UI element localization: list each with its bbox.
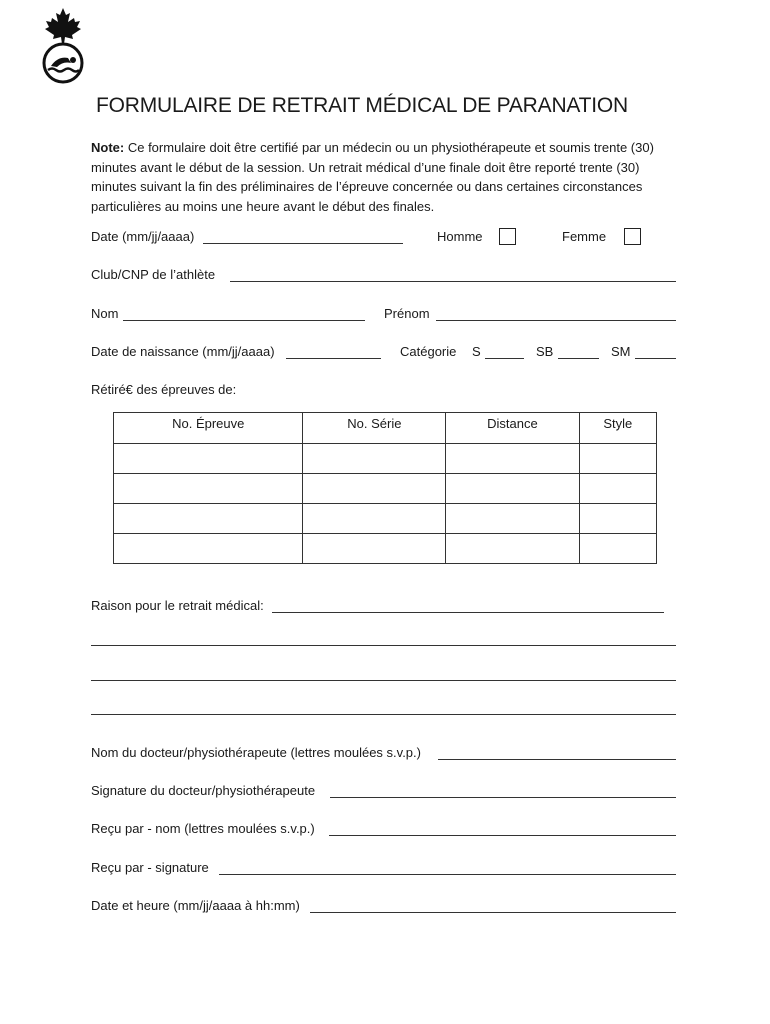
raison-line-2[interactable] [91,645,676,646]
maple-leaf-swimmer-logo [38,8,88,84]
raison-field[interactable] [272,612,664,613]
docteur-signature-label: Signature du docteur/physiothérapeute [91,783,316,798]
table-header-row [114,413,657,444]
header-serie: No. Série [303,413,446,444]
table-cell[interactable] [446,534,579,564]
table-cell[interactable] [579,504,656,534]
homme-checkbox[interactable] [499,228,516,245]
femme-label: Femme [562,229,607,244]
docteur-signature-field[interactable] [330,797,676,798]
note-label: Note: [91,140,125,155]
prenom-field[interactable] [436,320,676,321]
nom-label: Nom [91,306,119,321]
date-field[interactable] [203,243,403,244]
table-row [114,504,657,534]
date-heure-label: Date et heure (mm/jj/aaaa à hh:mm) [91,898,300,913]
sm-field[interactable] [635,358,676,359]
sb-field[interactable] [558,358,599,359]
table-cell[interactable] [446,444,579,474]
note-text: Ce formulaire doit être certifié par un médecin ou un physiothérapeute et soumis trente (30) minutes avant le début de la session. Un retrait médical d’une finale doit être reporté trente (30) minutes suivant la fin des préliminaires de l’épreuve concernée ou dans certaines circonstances particulières au moins une heure avant le début des finales. [91,140,654,214]
categorie-label: Catégorie [400,344,457,359]
femme-checkbox[interactable] [624,228,641,245]
table-row [114,444,657,474]
table-cell[interactable] [579,474,656,504]
table-cell[interactable] [114,504,303,534]
recu-nom-label: Reçu par - nom (lettres moulées s.v.p.) [91,821,315,836]
recu-signature-label: Reçu par - signature [91,860,209,875]
maple-leaf-icon [45,8,81,44]
table-cell[interactable] [114,444,303,474]
table-row [114,474,657,504]
form-note [91,138,681,216]
docteur-nom-field[interactable] [438,759,676,760]
table-cell[interactable] [446,504,579,534]
table-cell[interactable] [303,534,446,564]
club-field[interactable] [230,281,676,282]
prenom-label: Prénom [384,306,430,321]
header-epreuve: No. Épreuve [114,413,303,444]
table-cell[interactable] [114,534,303,564]
table-cell[interactable] [303,444,446,474]
s-label: S [472,344,481,359]
table-cell[interactable] [579,444,656,474]
events-table [113,412,657,564]
raison-line-3[interactable] [91,680,676,681]
table-cell[interactable] [579,534,656,564]
table-row [114,534,657,564]
table-cell[interactable] [446,474,579,504]
recu-signature-field[interactable] [219,874,676,875]
swimmer-icon [48,57,79,72]
nom-field[interactable] [123,320,365,321]
header-distance: Distance [446,413,579,444]
sm-label: SM [611,344,631,359]
docteur-nom-label: Nom du docteur/physiothérapeute (lettres moulées s.v.p.) [91,745,421,760]
header-style: Style [579,413,656,444]
table-cell[interactable] [114,474,303,504]
naissance-label: Date de naissance (mm/jj/aaaa) [91,344,275,359]
naissance-field[interactable] [286,358,381,359]
recu-nom-field[interactable] [329,835,676,836]
sb-label: SB [536,344,554,359]
date-heure-field[interactable] [310,912,676,913]
form-title: FORMULAIRE DE RETRAIT MÉDICAL DE PARANATION [96,94,629,117]
table-cell[interactable] [303,504,446,534]
raison-label: Raison pour le retrait médical: [91,598,264,613]
date-label: Date (mm/jj/aaaa) [91,229,195,244]
club-label: Club/CNP de l’athlète [91,267,216,282]
s-field[interactable] [485,358,524,359]
homme-label: Homme [437,229,483,244]
raison-line-4[interactable] [91,714,676,715]
table-cell[interactable] [303,474,446,504]
retire-label: Rétiré€ des épreuves de: [91,382,237,397]
